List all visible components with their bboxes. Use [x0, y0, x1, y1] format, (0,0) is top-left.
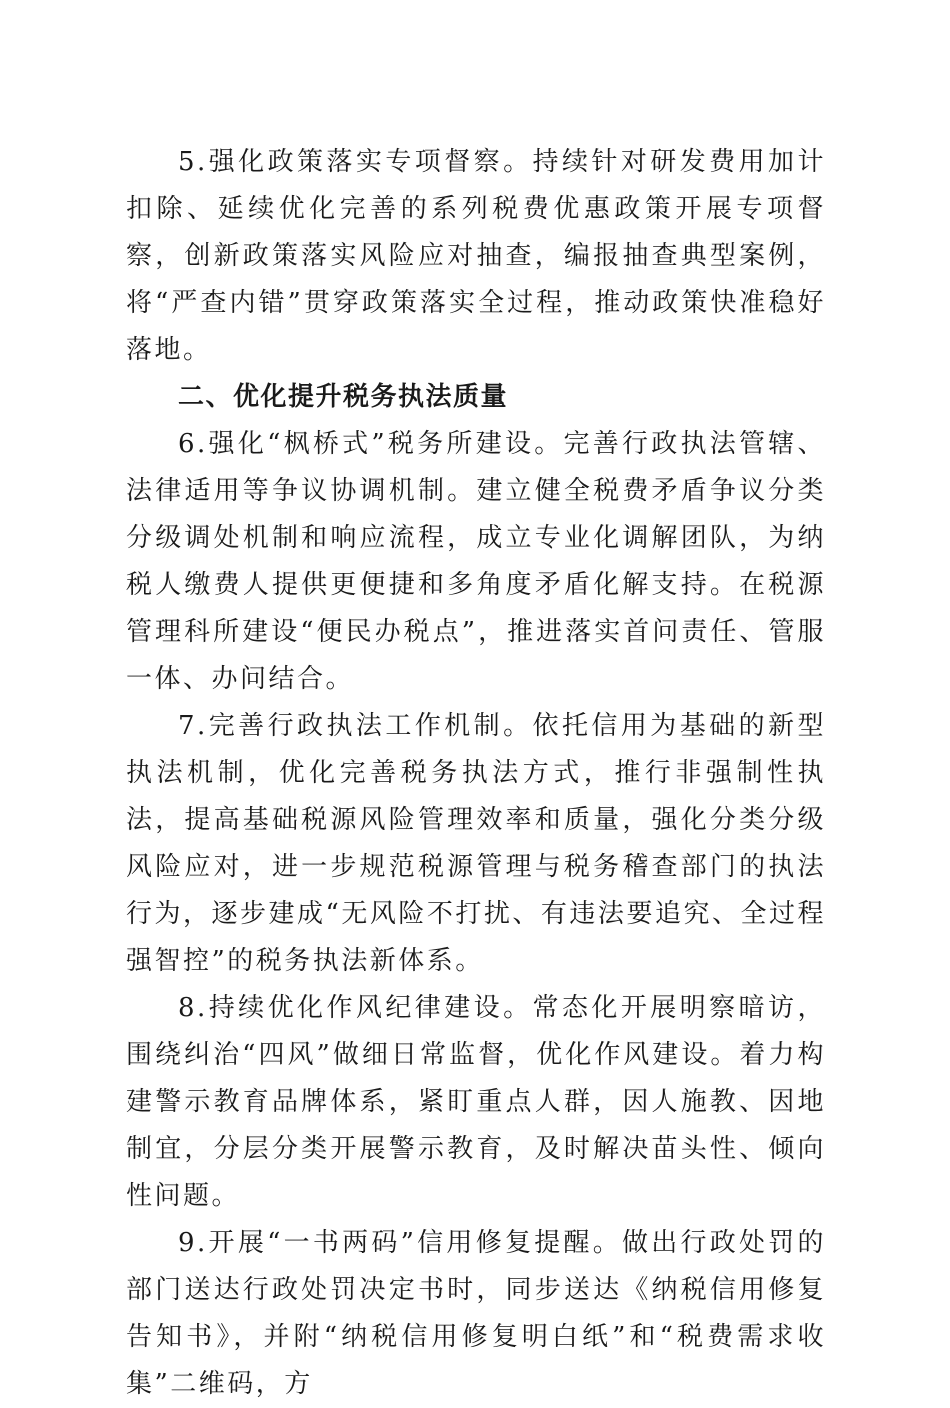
section-heading-2: 二、优化提升税务执法质量 — [178, 382, 509, 412]
document-body — [126, 139, 826, 1408]
paragraph-9: 9.开展“一书两码”信用修复提醒。做出行政处罚的部门送达行政处罚决定书时，同步送达《纳税信用修复告知书》，并附“纳税信用修复明白纸”和“税费需求收集”二维码，方 — [126, 1228, 826, 1399]
paragraph-7: 7.完善行政执法工作机制。依托信用为基础的新型执法机制，优化完善税务执法方式，推行非强制性执法，提高基础税源风险管理效率和质量，强化分类分级风险应对，进一步规范税源管理与税务稽查部门的执法行为，逐步建成“无风险不打扰、有违法要追究、全过程强智控”的税务执法新体系。 — [126, 711, 826, 976]
paragraph-8: 8.持续优化作风纪律建设。常态化开展明察暗访，围绕纠治“四风”做细日常监督，优化作风建设。着力构建警示教育品牌体系，紧盯重点人群，因人施教、因地制宜，分层分类开展警示教育，及时解决苗头性、倾向性问题。 — [126, 993, 826, 1211]
paragraph-5: 5.强化政策落实专项督察。持续针对研发费用加计扣除、延续优化完善的系列税费优惠政策开展专项督察，创新政策落实风险应对抽查，编报抽查典型案例，将“严查内错”贯穿政策落实全过程，推动政策快准稳好落地。 — [126, 147, 826, 365]
paragraph-6: 6.强化“枫桥式”税务所建设。完善行政执法管辖、法律适用等争议协调机制。建立健全税费矛盾争议分类分级调处机制和响应流程，成立专业化调解团队，为纳税人缴费人提供更便捷和多角度矛盾化解支持。在税源管理科所建设“便民办税点”，推进落实首问责任、管服一体、办问结合。 — [126, 429, 826, 694]
